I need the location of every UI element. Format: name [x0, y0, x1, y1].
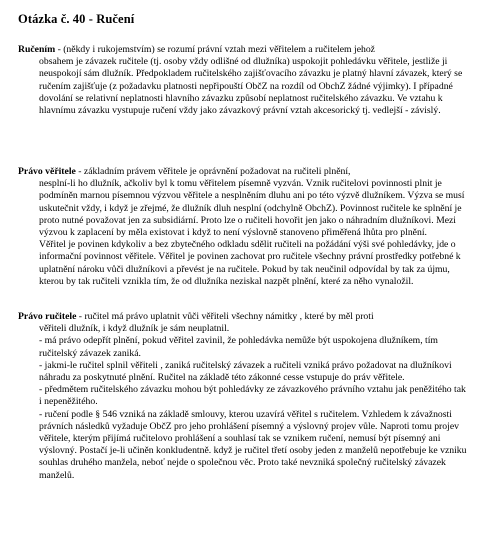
section-lead: - základním právem věřitele je oprávnění požadovat na ručiteli plnění,: [75, 166, 351, 177]
list-item: - předmětem ručitelského závazku mohou být pohledávky ze závazkového právního vztahu jak peněžitého tak i nepeněžitého.: [39, 384, 466, 408]
list-item: - jakmi-le ručitel splnil věřiteli , zaniká ručitelský závazek a ručiteli vzniká právo požadovat na dlužníkovi náhradu za poskytnuté plnění. Ručitel na základě této zákonné cesse vstupuje do práv věřitele.: [39, 359, 452, 384]
section-ruceni: [18, 44, 470, 117]
section-body: věřiteli dlužník, i když dlužník je sám neuplatnil.: [39, 323, 230, 335]
section-pravo-rucitele: [18, 311, 470, 482]
section-lead: - ručitel má právo uplatnit vůči věřiteli všechny námitky , které by měl proti: [76, 311, 374, 322]
section-term: Ručením: [18, 44, 56, 55]
section-paragraph: [18, 311, 470, 323]
list-item: - ručení podle § 546 vzniká na základě smlouvy, kterou uzavírá věřitel s ručitelem. Vzhledem k závažnosti právních následků vyžaduje ObčZ pro jeho prohlášení písemný a výslovný projev vůle. Naproti tomu projev věřitele, kterým přijímá ručitelovo prohlášení a souhlasí tak se vznikem ručení, nemusí být písemný ani výslovný. Postačí je-li učiněn konkludentně. když je ručitel třetí osoby jeden z manželů nepotřebuje ke vzniku souhlas druhého manžela, neboť nejde o společnou věc. Proto také nevzniká společný ručitelský závazek manželů.: [39, 408, 467, 481]
list-item: - má právo odepřít plnění, pokud věřitel zavinil, že pohledávka nemůže být uspokojena dlužníkem, tím ručitelský závazek zaniká.: [39, 335, 438, 359]
section-term: Právo ručitele: [18, 311, 77, 322]
section-body: obsahem je závazek ručitele (tj. osoby vždy odlišné od dlužníka) uspokojit pohledávku věřitele, jestliže ji neuspokojí sám dlužník. Předpokladem ručitelského zajišťovacího závazku je platný hlavní závazek, který se ručením zajišťuje (z požadavku platnosti nepřipouští ObčZ na rozdíl od ObchZ žádné výjimky). I případné dovolání se relativní neplatnosti hlavního závazku způsobí neplatnost ručitelského závazku. Ve vztahu k hlavnímu závazku vystupuje ručení vždy jako závazkový právní vztah akcesorický tj. vedlejší - závislý.: [39, 56, 463, 117]
section-paragraph: [18, 44, 470, 56]
section-term: Právo věřitele: [18, 166, 76, 177]
section-lead: - (někdy i rukojemstvím) se rozumí právní vztah mezi věřitelem a ručitelem jehož: [55, 44, 375, 55]
section-body: nesplní-li ho dlužník, ačkoliv byl k tomu věřitelem písemně vyzván. Vznik ručitelovi povinnosti plnit je podmíněn marnou písemnou výzvou věřitele a nesplněním dluhu ani po této výzvě dlužníkem. Výzva se musí uskutečnit vždy, i když je zřejmé, že dlužník dluh nesplní (odchylně ObchZ). Povinnost ručitele ke splnění je proto nutné považovat jen za subsidiární. Proto lze o ručiteli hovořit jen jako o náhradním dlužníkovi. Mezi výzvou k zaplacení by měla existovat i když to není výslovně stanoveno přiměřená lhůta pro plnění.: [39, 178, 465, 239]
page-title: Otázka č. 40 - Ručení: [18, 12, 135, 26]
section-body-extra: Věřitel je povinen kdykoliv a bez zbytečného odkladu sdělit ručiteli na požádání výši své pohledávky, jde o informační povinnost věřitele. Věřitel je povinen zachovat pro ručitele všechny právní prostředky potřebné k uplatnění nároku vůči dlužníkovi a převést je na ručitele. Pokud by tak neučinil odpovídal by tak za újmu, kterou by tak ručiteli vznikla tím, že od dlužníka neziskal nazpět plnění, které za něho vynaložil.: [39, 239, 461, 287]
section-paragraph: [18, 166, 470, 178]
section-pravo-veritele: [18, 166, 470, 288]
